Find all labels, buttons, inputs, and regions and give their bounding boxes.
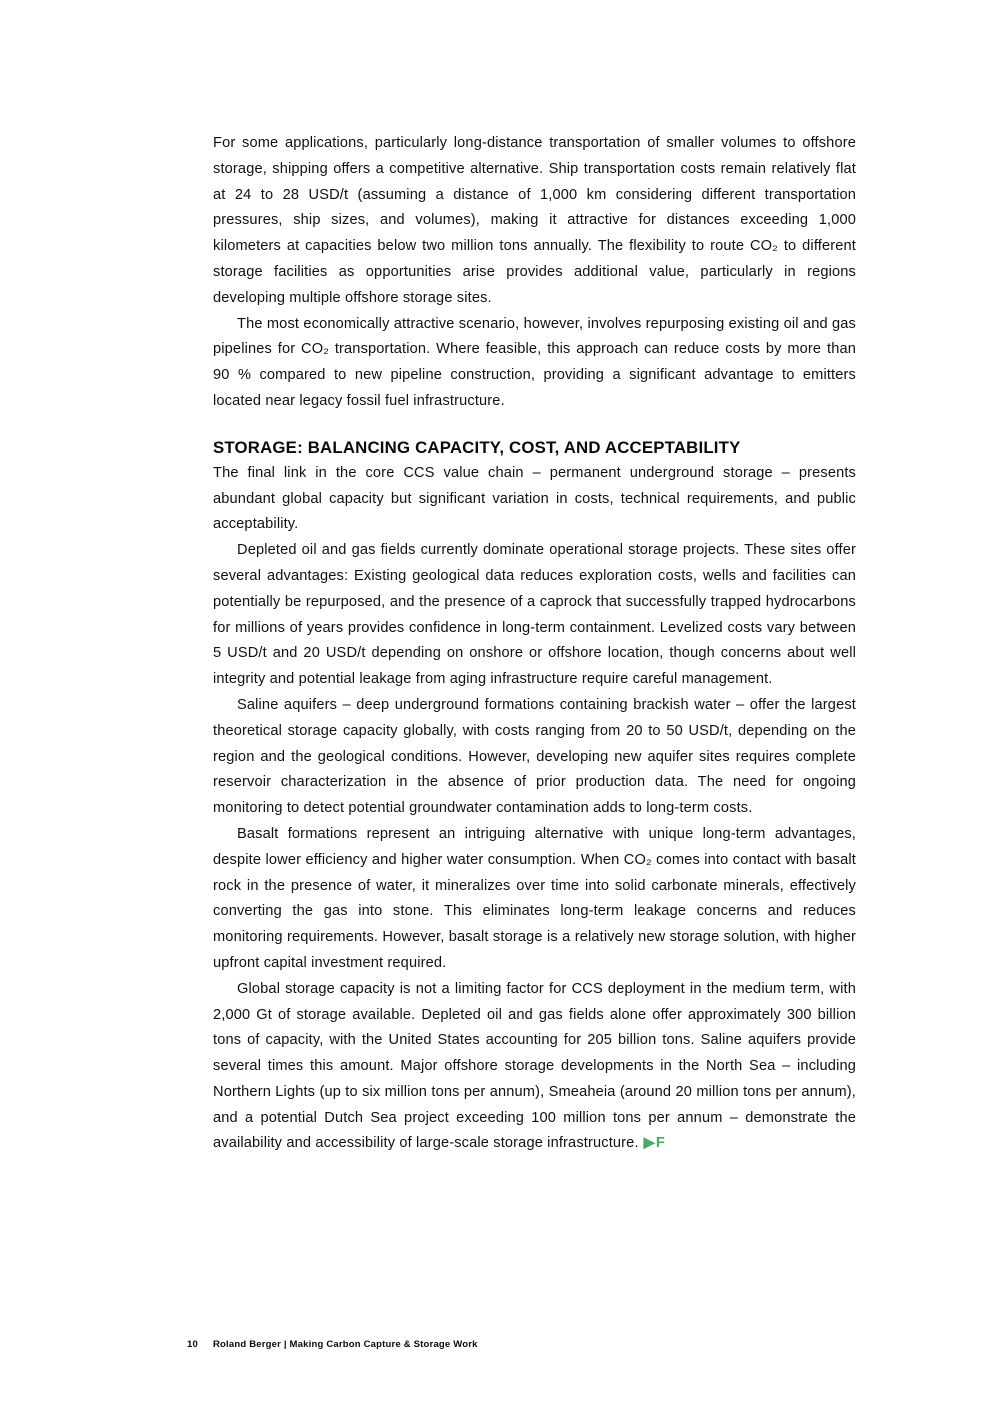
page-footer [187,1339,478,1350]
body-paragraph-pipeline-repurposing: The most economically attractive scenario, however, involves repurposing existing oil and gas pipelines for CO₂ transportation. Where feasible, this approach can reduce costs by more than 90 % compared to new pipeline construction, providing a significant advantage to emitters located near legacy fossil fuel infrastructure. [213,315,856,409]
body-paragraph-depleted-fields: Depleted oil and gas fields currently dominate operational storage projects. These sites offer several advantages: Existing geological data reduces exploration costs, wells and facilities can potentially be repurposed, and the presence of a caprock that successfully trapped hydrocarbons for millions of years provides confidence in long-term containment. Levelized costs vary between 5 USD/t and 20 USD/t depending on onshore or offshore location, though concerns about well integrity and potential leakage from aging infrastructure require careful management. [213,542,856,688]
storage-section [213,461,856,1158]
transport-section [213,131,856,415]
page-content [213,131,856,1157]
page-number: 10 [187,1339,198,1350]
body-paragraph-basalt-formations: Basalt formations represent an intriguing alternative with unique long-term advantages, despite lower efficiency and higher water consumption. When CO₂ comes into contact with basalt rock in the presence of water, it mineralizes over time into solid carbonate minerals, effectively converting the gas into stone. This eliminates long-term leakage concerns and reduces monitoring requirements. However, basalt storage is a relatively new storage solution, with higher upfront capital investment required. [213,825,856,971]
body-paragraph-global-capacity-text: Global storage capacity is not a limiting factor for CCS deployment in the medium term, with 2,000 Gt of storage available. Depleted oil and gas fields alone offer approximately 300 billion tons of capacity, with the United States accounting for 205 billion tons. Saline aquifers provide several times this amount. Major offshore storage developments in the North Sea – including Northern Lights (up to six million tons per annum), Smeaheia (around 20 million tons per annum), and a potential Dutch Sea project exceeding 100 million tons per annum – demonstrate the availability and accessibility of large-scale storage infrastructure. [213,980,856,1152]
body-paragraph-global-capacity [213,977,856,1158]
figure-reference-marker[interactable]: ▶F [643,1135,666,1152]
publication-title: Roland Berger | Making Carbon Capture & Storage Work [212,1339,478,1350]
body-paragraph-final-link: The final link in the core CCS value chain – permanent underground storage – presents abundant global capacity but significant variation in costs, technical requirements, and public acceptability. [213,464,856,533]
section-heading-storage: STORAGE: BALANCING CAPACITY, COST, AND ACCEPTABILITY [213,437,741,457]
body-paragraph-saline-aquifers: Saline aquifers – deep underground formations containing brackish water – offer the largest theoretical storage capacity globally, with costs ranging from 20 to 50 USD/t, depending on the region and the geological conditions. However, developing new aquifer sites requires complete reservoir characterization in the absence of prior production data. The need for ongoing monitoring to detect potential groundwater contamination adds to long-term costs. [213,696,856,817]
body-paragraph-shipping: For some applications, particularly long-distance transportation of smaller volumes to offshore storage, shipping offers a competitive alternative. Ship transportation costs remain relatively flat at 24 to 28 USD/t (assuming a distance of 1,000 km considering different transportation pressures, ship sizes, and volumes), making it attractive for distances exceeding 1,000 kilometers at capacities below two million tons annually. The flexibility to route CO₂ to different storage facilities as opportunities arise provides additional value, particularly in regions developing multiple offshore storage sites. [213,135,856,306]
